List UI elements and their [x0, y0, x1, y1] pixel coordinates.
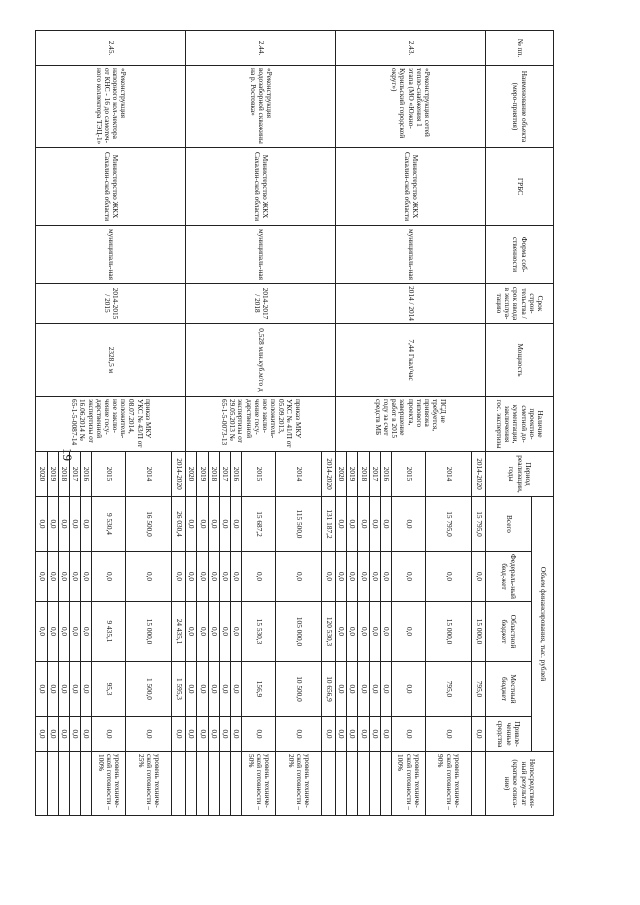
project-grbs: Министерство ЖКХ Сахалин-ской области	[336, 148, 486, 226]
project-grbs: Министерство ЖКХ Сахалин-ской области	[186, 148, 336, 226]
total-cell: 0,0	[58, 497, 69, 552]
regional-cell: 0,0	[392, 602, 426, 662]
period-cell: 2014	[426, 452, 472, 497]
period-cell: 2014-2020	[472, 452, 486, 497]
total-cell: 0,0	[369, 497, 380, 552]
total-cell: 9 530,4	[92, 497, 126, 552]
private-cell: 0,0	[347, 717, 358, 752]
result-cell	[380, 752, 391, 816]
period-cell: 2015	[242, 452, 276, 497]
header-result: Непосредствен-ный результат (краткое описа-ние)	[486, 752, 554, 816]
period-cell: 2017	[69, 452, 80, 497]
total-cell: 0,0	[36, 497, 47, 552]
local-cell: 0,0	[230, 662, 241, 717]
period-cell: 2017	[219, 452, 230, 497]
header-ownership: Форма соб-ственности	[486, 226, 554, 284]
period-cell: 2019	[197, 452, 208, 497]
regional-cell: 24 435,1	[172, 602, 186, 662]
period-cell: 2019	[47, 452, 58, 497]
project-term: 2014-2015 / 2015	[36, 284, 186, 324]
local-cell: 0,0	[392, 662, 426, 717]
regional-cell: 0,0	[197, 602, 208, 662]
result-cell	[358, 752, 369, 816]
period-cell: 2015	[392, 452, 426, 497]
private-cell: 0,0	[322, 717, 336, 752]
local-cell: 1 595,3	[172, 662, 186, 717]
total-cell: 15 795,0	[472, 497, 486, 552]
period-cell: 2014-2020	[172, 452, 186, 497]
private-cell: 0,0	[472, 717, 486, 752]
total-cell: 0,0	[347, 497, 358, 552]
total-cell: 115 500,0	[276, 497, 322, 552]
result-cell	[197, 752, 208, 816]
result-cell	[81, 752, 92, 816]
private-cell: 0,0	[172, 717, 186, 752]
regional-cell: 120 530,3	[322, 602, 336, 662]
result-cell: уровень техниче-ской готовности – 50%	[242, 752, 276, 816]
total-cell: 0,0	[197, 497, 208, 552]
federal-cell: 0,0	[426, 552, 472, 602]
result-cell	[47, 752, 58, 816]
result-cell: уровень техниче-ской готовности – 20%	[276, 752, 322, 816]
project-capacity: 0,528 млн.куб.м/го д	[186, 324, 336, 397]
period-cell: 2020	[36, 452, 47, 497]
federal-cell: 0,0	[219, 552, 230, 602]
private-cell: 0,0	[380, 717, 391, 752]
federal-cell: 0,0	[126, 552, 172, 602]
result-cell: уровень техниче-ской готовности – 90%	[426, 752, 472, 816]
header-capacity: Мощность	[486, 324, 554, 397]
project-psd: приказ МКУ УКС № 41/П от 05.09.2013, положитель-ное заклю-чение госу-дарственной экспертизы от 29.05.2013 № 65-1-5-0073-13	[186, 397, 336, 452]
regional-cell: 0,0	[186, 602, 197, 662]
federal-cell: 0,0	[276, 552, 322, 602]
local-cell: 0,0	[347, 662, 358, 717]
regional-cell: 0,0	[58, 602, 69, 662]
federal-cell: 0,0	[69, 552, 80, 602]
total-cell: 0,0	[186, 497, 197, 552]
header-local: Местный бюджет	[486, 662, 532, 717]
header-no: № пп.	[486, 31, 554, 66]
total-cell: 15 687,2	[242, 497, 276, 552]
local-cell: 0,0	[219, 662, 230, 717]
regional-cell: 15 000,0	[426, 602, 472, 662]
project-name: «Реконструкция напорного кол-лектора от КНС - 16 до самотеч-ного коллектора ТЭЦ-1»	[36, 66, 186, 148]
project-capacity: 7,44 Гкал/час	[336, 324, 486, 397]
federal-cell: 0,0	[81, 552, 92, 602]
project-number: 2.44.	[186, 31, 336, 66]
regional-cell: 15 000,0	[126, 602, 172, 662]
total-cell: 0,0	[230, 497, 241, 552]
private-cell: 0,0	[336, 717, 347, 752]
private-cell: 0,0	[47, 717, 58, 752]
regional-cell: 15 000,0	[472, 602, 486, 662]
header-name: Наименование объекта (меро-приятия)	[486, 66, 554, 148]
project-ownership: муниципаль-ная	[36, 226, 186, 284]
local-cell: 0,0	[336, 662, 347, 717]
local-cell: 1 500,0	[126, 662, 172, 717]
total-cell: 0,0	[219, 497, 230, 552]
private-cell: 0,0	[369, 717, 380, 752]
header-financing: Объем финансирования, тыс. рублей	[532, 497, 554, 752]
result-cell	[322, 752, 336, 816]
header-private: Привле-ченные средства	[486, 717, 532, 752]
project-name: «Реконструкция сетей тепло-снабжения 1 этапа (МО «Южно-Курильский городской округ»)	[336, 66, 486, 148]
federal-cell: 0,0	[472, 552, 486, 602]
total-cell: 15 795,0	[426, 497, 472, 552]
result-cell	[347, 752, 358, 816]
period-cell: 2018	[58, 452, 69, 497]
local-cell: 10 500,0	[276, 662, 322, 717]
result-cell	[336, 752, 347, 816]
private-cell: 0,0	[219, 717, 230, 752]
header-regional: Областной бюджет	[486, 602, 532, 662]
project-number: 2.43.	[336, 31, 486, 66]
header-period: Период реализации, годы	[486, 452, 554, 497]
project-psd: ПСД не требуется, привязка типового проекта, завершение работ в 2015 году за счет средств МБ	[336, 397, 486, 452]
period-cell: 2018	[208, 452, 219, 497]
private-cell: 0,0	[230, 717, 241, 752]
federal-cell: 0,0	[322, 552, 336, 602]
regional-cell: 0,0	[347, 602, 358, 662]
header-psd: Наличие проектно-сметной до-кументации, заключения гос. экспертизы	[486, 397, 554, 452]
regional-cell: 0,0	[336, 602, 347, 662]
project-term: 2014 / 2014	[336, 284, 486, 324]
local-cell: 0,0	[69, 662, 80, 717]
federal-cell: 0,0	[92, 552, 126, 602]
federal-cell: 0,0	[208, 552, 219, 602]
federal-cell: 0,0	[172, 552, 186, 602]
regional-cell: 0,0	[219, 602, 230, 662]
regional-cell: 0,0	[81, 602, 92, 662]
header-construction-period: Срок строи-тельства / срок ввода в эксплуа-тацию	[486, 284, 554, 324]
federal-cell: 0,0	[230, 552, 241, 602]
private-cell: 0,0	[426, 717, 472, 752]
local-cell: 0,0	[47, 662, 58, 717]
result-cell: уровень техниче-ской готовности – 100%	[392, 752, 426, 816]
project-name: «Реконструкция водозаборной скважины на р. Ростовка»	[186, 66, 336, 148]
total-cell: 131 187,2	[322, 497, 336, 552]
federal-cell: 0,0	[47, 552, 58, 602]
total-cell: 0,0	[208, 497, 219, 552]
regional-cell: 9 435,1	[92, 602, 126, 662]
period-cell: 2014	[276, 452, 322, 497]
total-cell: 16 500,0	[126, 497, 172, 552]
period-cell: 2015	[92, 452, 126, 497]
regional-cell: 0,0	[47, 602, 58, 662]
local-cell: 795,0	[426, 662, 472, 717]
total-cell: 0,0	[380, 497, 391, 552]
local-cell: 0,0	[81, 662, 92, 717]
local-cell: 156,9	[242, 662, 276, 717]
private-cell: 0,0	[242, 717, 276, 752]
header-total: Всего	[486, 497, 532, 552]
private-cell: 0,0	[126, 717, 172, 752]
local-cell: 0,0	[208, 662, 219, 717]
federal-cell: 0,0	[36, 552, 47, 602]
total-cell: 0,0	[358, 497, 369, 552]
header-grbs: ГРБС	[486, 148, 554, 226]
local-cell: 0,0	[380, 662, 391, 717]
private-cell: 0,0	[276, 717, 322, 752]
private-cell: 0,0	[392, 717, 426, 752]
federal-cell: 0,0	[186, 552, 197, 602]
regional-cell: 0,0	[69, 602, 80, 662]
regional-cell: 105 000,0	[276, 602, 322, 662]
federal-cell: 0,0	[242, 552, 276, 602]
total-cell: 26 030,4	[172, 497, 186, 552]
local-cell: 95,3	[92, 662, 126, 717]
regional-cell: 0,0	[380, 602, 391, 662]
project-ownership: муниципаль-ная	[186, 226, 336, 284]
period-cell: 2014-2020	[322, 452, 336, 497]
regional-cell: 0,0	[208, 602, 219, 662]
project-term: 2014-2017 / 2018	[186, 284, 336, 324]
regional-cell: 0,0	[36, 602, 47, 662]
private-cell: 0,0	[358, 717, 369, 752]
federal-cell: 0,0	[347, 552, 358, 602]
project-ownership: муниципаль-ная	[336, 226, 486, 284]
federal-cell: 0,0	[369, 552, 380, 602]
local-cell: 0,0	[36, 662, 47, 717]
period-cell: 2020	[186, 452, 197, 497]
result-cell	[172, 752, 186, 816]
period-cell: 2018	[358, 452, 369, 497]
total-cell: 0,0	[81, 497, 92, 552]
period-cell: 2016	[380, 452, 391, 497]
period-cell: 2020	[336, 452, 347, 497]
result-cell: уровень техниче-ской готовности – 25%	[126, 752, 172, 816]
local-cell: 0,0	[197, 662, 208, 717]
federal-cell: 0,0	[197, 552, 208, 602]
federal-cell: 0,0	[380, 552, 391, 602]
result-cell	[230, 752, 241, 816]
private-cell: 0,0	[81, 717, 92, 752]
total-cell: 0,0	[336, 497, 347, 552]
total-cell: 0,0	[69, 497, 80, 552]
regional-cell: 0,0	[358, 602, 369, 662]
project-number: 2.45.	[36, 31, 186, 66]
private-cell: 0,0	[36, 717, 47, 752]
federal-cell: 0,0	[336, 552, 347, 602]
project-grbs: Министерство ЖКХ Сахалин-ской области	[36, 148, 186, 226]
local-cell: 795,0	[472, 662, 486, 717]
table-body	[36, 31, 486, 816]
result-cell: уровень техниче-ской готовности – 100%	[92, 752, 126, 816]
result-cell	[219, 752, 230, 816]
page-number: 19	[60, 448, 75, 461]
local-cell: 0,0	[358, 662, 369, 717]
total-cell: 0,0	[392, 497, 426, 552]
period-cell: 2016	[230, 452, 241, 497]
federal-cell: 0,0	[58, 552, 69, 602]
private-cell: 0,0	[69, 717, 80, 752]
private-cell: 0,0	[208, 717, 219, 752]
result-cell	[208, 752, 219, 816]
federal-cell: 0,0	[392, 552, 426, 602]
period-cell: 2019	[347, 452, 358, 497]
period-cell: 2017	[369, 452, 380, 497]
result-cell	[36, 752, 47, 816]
local-cell: 0,0	[369, 662, 380, 717]
regional-cell: 0,0	[369, 602, 380, 662]
private-cell: 0,0	[58, 717, 69, 752]
private-cell: 0,0	[92, 717, 126, 752]
table-row	[172, 31, 186, 816]
total-cell: 0,0	[47, 497, 58, 552]
table-row	[322, 31, 336, 816]
regional-cell: 15 530,3	[242, 602, 276, 662]
project-psd: приказ МКУ УКС № 43/П от 08.07.2014, положитель-ное заклю-чение госу-дарственной экспертизы от 16.06.2014 № 65-1-5-0087-14	[36, 397, 186, 452]
table-row	[472, 31, 486, 816]
private-cell: 0,0	[186, 717, 197, 752]
result-cell	[58, 752, 69, 816]
regional-cell: 0,0	[230, 602, 241, 662]
private-cell: 0,0	[197, 717, 208, 752]
result-cell	[369, 752, 380, 816]
rotated-table-wrapper	[37, 30, 554, 815]
header-federal: Федераль-ный бюд-жет	[486, 552, 532, 602]
result-cell	[472, 752, 486, 816]
period-cell: 2016	[81, 452, 92, 497]
period-cell: 2014	[126, 452, 172, 497]
local-cell: 0,0	[58, 662, 69, 717]
local-cell: 10 656,9	[322, 662, 336, 717]
result-cell	[186, 752, 197, 816]
local-cell: 0,0	[186, 662, 197, 717]
financing-table	[35, 30, 554, 816]
project-capacity: 2328,5 м	[36, 324, 186, 397]
federal-cell: 0,0	[358, 552, 369, 602]
result-cell	[69, 752, 80, 816]
